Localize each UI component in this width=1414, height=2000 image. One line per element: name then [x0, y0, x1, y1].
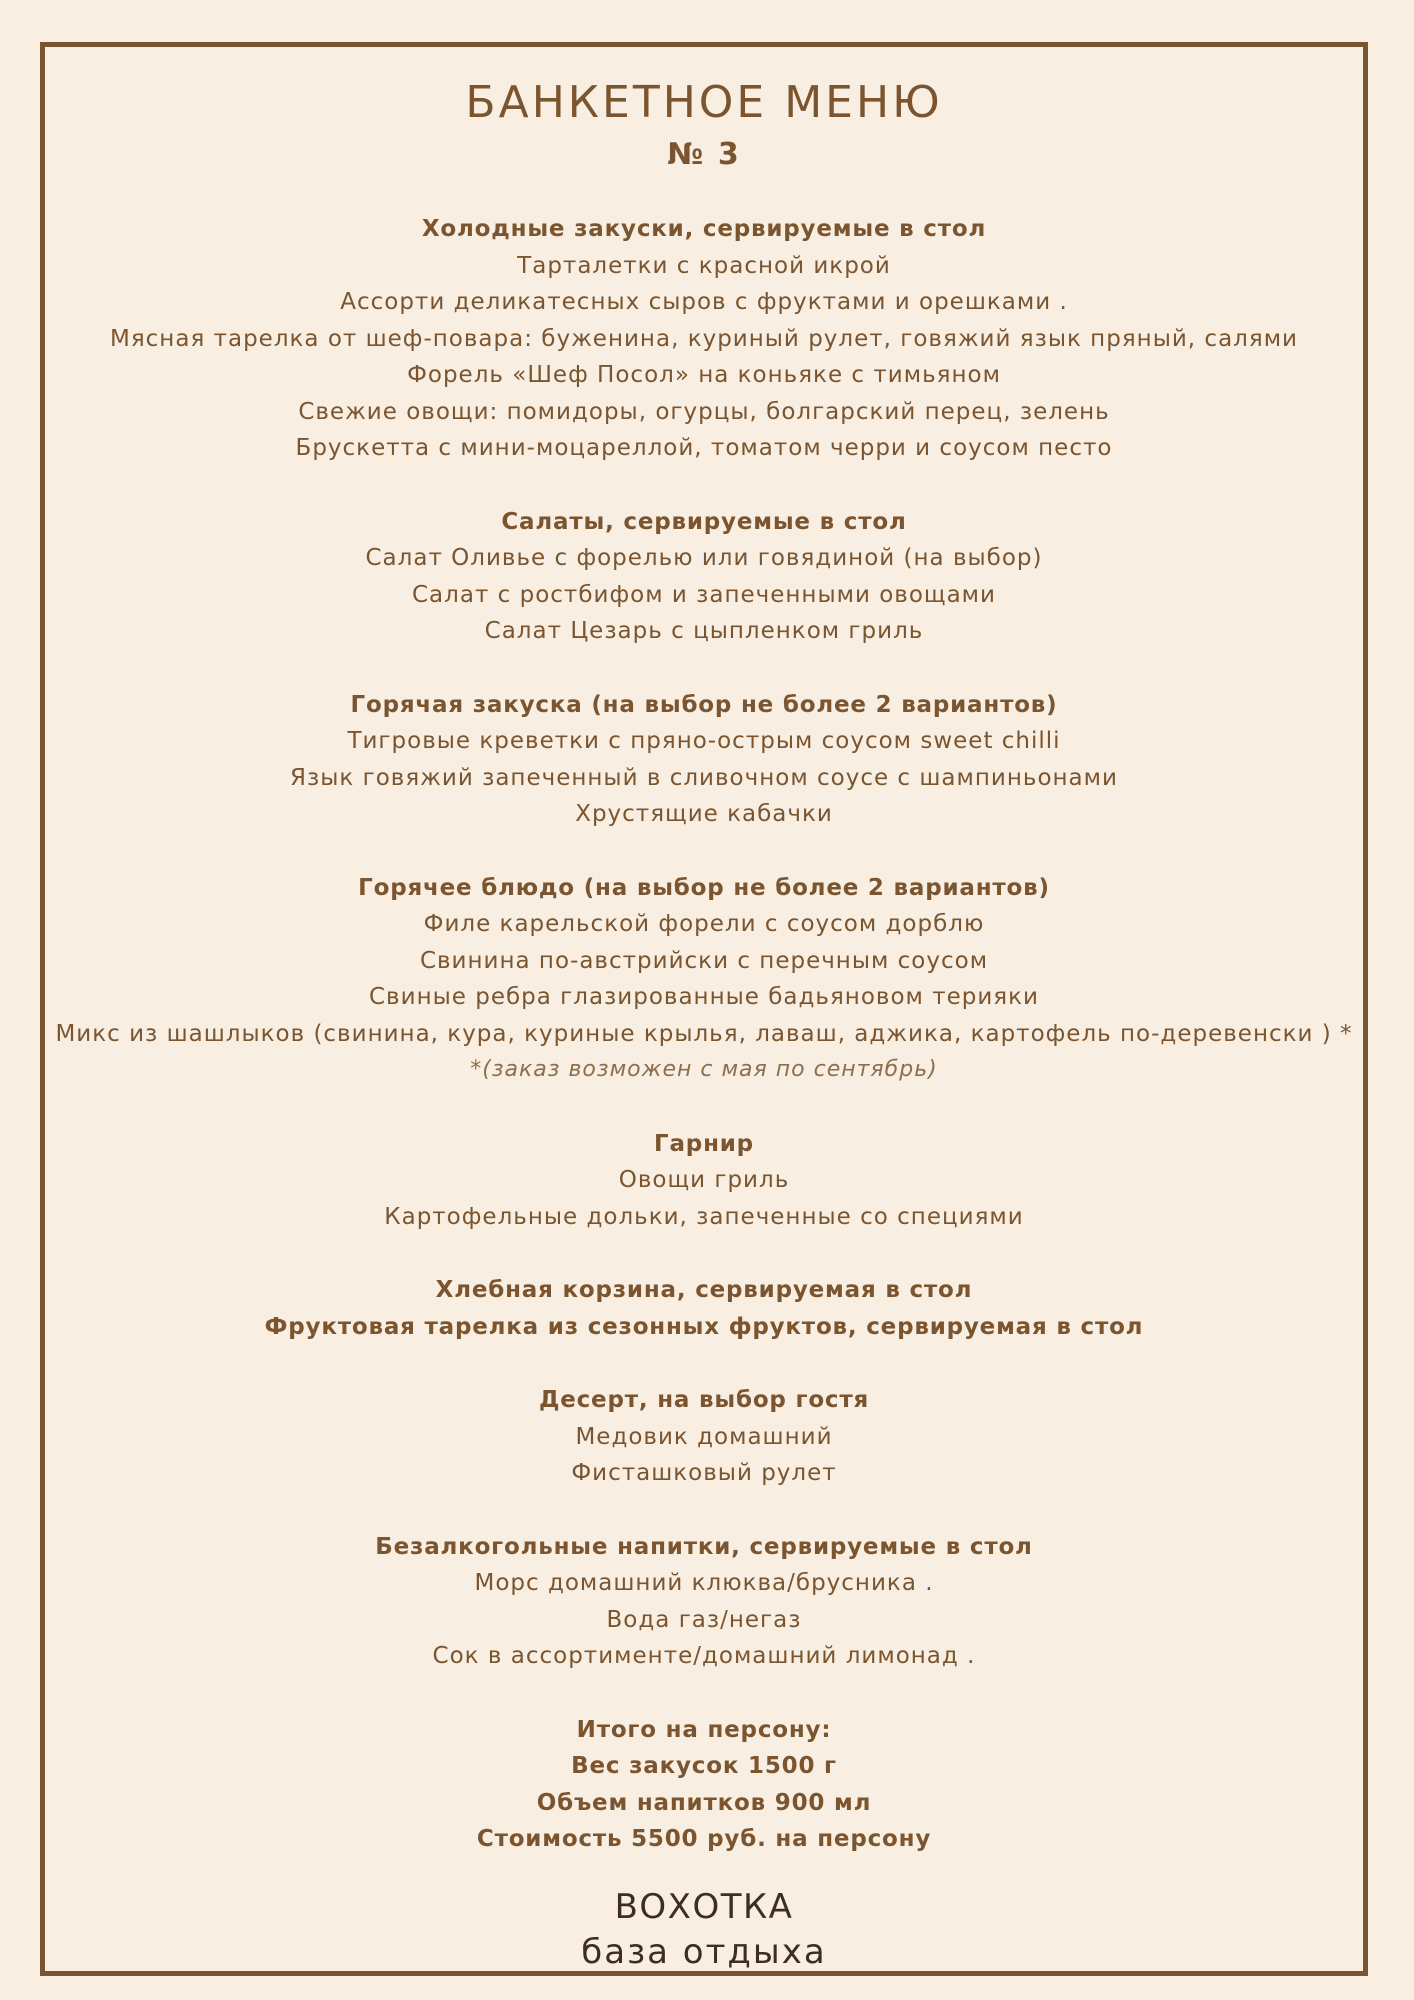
section-heading: Горячая закуска (на выбор не более 2 вариантов)	[350, 691, 1058, 718]
menu-item: Картофельные дольки, запеченные со специями	[384, 1203, 1024, 1230]
section-cold-appetizers	[45, 211, 1363, 467]
summary-volume: Объем напитков 900 мл	[536, 1789, 872, 1816]
section-heading: Десерт, на выбор гостя	[538, 1387, 870, 1413]
section-dessert	[45, 1382, 1363, 1492]
menu-item: Медовик домашний	[575, 1423, 833, 1450]
menu-item: Свиные ребра глазированные бадьяновом терияки	[369, 984, 1039, 1010]
menu-item: Мясная тарелка от шеф-повара: буженина, куриный рулет, говяжий язык пряный, салями	[109, 325, 1298, 352]
brand-subtitle: база отдыха	[581, 1931, 827, 1972]
seasonal-note: *(заказ возможен с мая по сентябрь)	[470, 1057, 938, 1082]
menu-item: Овощи гриль	[618, 1167, 790, 1193]
section-heading: Безалкогольные напитки, сервируемые в стол	[375, 1533, 1033, 1560]
menu-item: Язык говяжий запеченный в сливочном соусе с шампиньонами	[290, 764, 1118, 791]
section-heading: Горячее блюдо (на выбор не более 2 вариантов)	[358, 874, 1050, 901]
menu-item: Хрустящие кабачки	[575, 801, 833, 827]
summary-price: Стоимость 5500 руб. на персону	[476, 1826, 932, 1852]
section-salads	[45, 504, 1363, 650]
menu-item: Свежие овощи: помидоры, огурцы, болгарский перец, зелень	[298, 398, 1110, 425]
menu-item: Морс домашний клюква/брусника .	[474, 1570, 934, 1596]
section-garnish	[45, 1126, 1363, 1236]
menu-item: Фисташковый рулет	[571, 1460, 837, 1486]
menu-item: Салат Оливье с форелью или говядиной (на выбор)	[365, 545, 1043, 571]
section-main-course	[45, 870, 1363, 1089]
menu-title: БАНКЕТНОЕ МЕНЮ	[465, 77, 943, 128]
section-bread-and-fruit	[45, 1272, 1363, 1345]
section-hot-appetizer	[45, 687, 1363, 833]
brand-name: ВОХОТКА	[614, 1886, 794, 1927]
section-heading: Холодные закуски, сервируемые в стол	[421, 216, 987, 242]
menu-item: Тарталетки с красной икрой	[517, 252, 891, 279]
summary-heading: Итого на персону:	[576, 1716, 832, 1743]
menu-item: Тигровые креветки с пряно-острым соусом sweet chilli	[347, 728, 1061, 754]
brand-logo	[45, 1885, 1363, 1975]
section-heading: Салаты, сервируемые в стол	[501, 508, 907, 535]
menu-content	[45, 47, 1363, 1975]
menu-item: Филе карельской форели с соусом дорблю	[423, 911, 985, 937]
menu-item: Брускетта с мини-моцареллой, томатом черри и соусом песто	[295, 435, 1113, 461]
section-heading: Фруктовая тарелка из сезонных фруктов, сервируемая в стол	[264, 1313, 1144, 1340]
menu-item: Форель «Шеф Посол» на коньяке с тимьяном	[407, 362, 1001, 388]
menu-item: Свинина по-австрийски с перечным соусом	[419, 947, 989, 974]
menu-number: № 3	[667, 137, 741, 172]
section-drinks	[45, 1529, 1363, 1675]
menu-item: Салат с ростбифом и запеченными овощами	[412, 581, 996, 608]
menu-item: Ассорти деликатесных сыров с фруктами и орешками .	[340, 289, 1068, 315]
menu-item: Салат Цезарь с цыпленком гриль	[484, 618, 924, 644]
menu-item: Микс из шашлыков (свинина, кура, куриные крылья, лаваш, аджика, картофель по-деревенски ) *	[55, 1020, 1353, 1047]
section-heading: Гарнир	[654, 1130, 754, 1157]
menu-sections	[45, 211, 1363, 1975]
section-summary	[45, 1712, 1363, 1858]
menu-item: Вода газ/негаз	[606, 1606, 802, 1633]
section-heading: Хлебная корзина, сервируемая в стол	[435, 1277, 973, 1303]
summary-weight: Вес закусок 1500 г	[571, 1753, 837, 1779]
menu-item: Сок в ассортименте/домашний лимонад .	[432, 1643, 976, 1669]
